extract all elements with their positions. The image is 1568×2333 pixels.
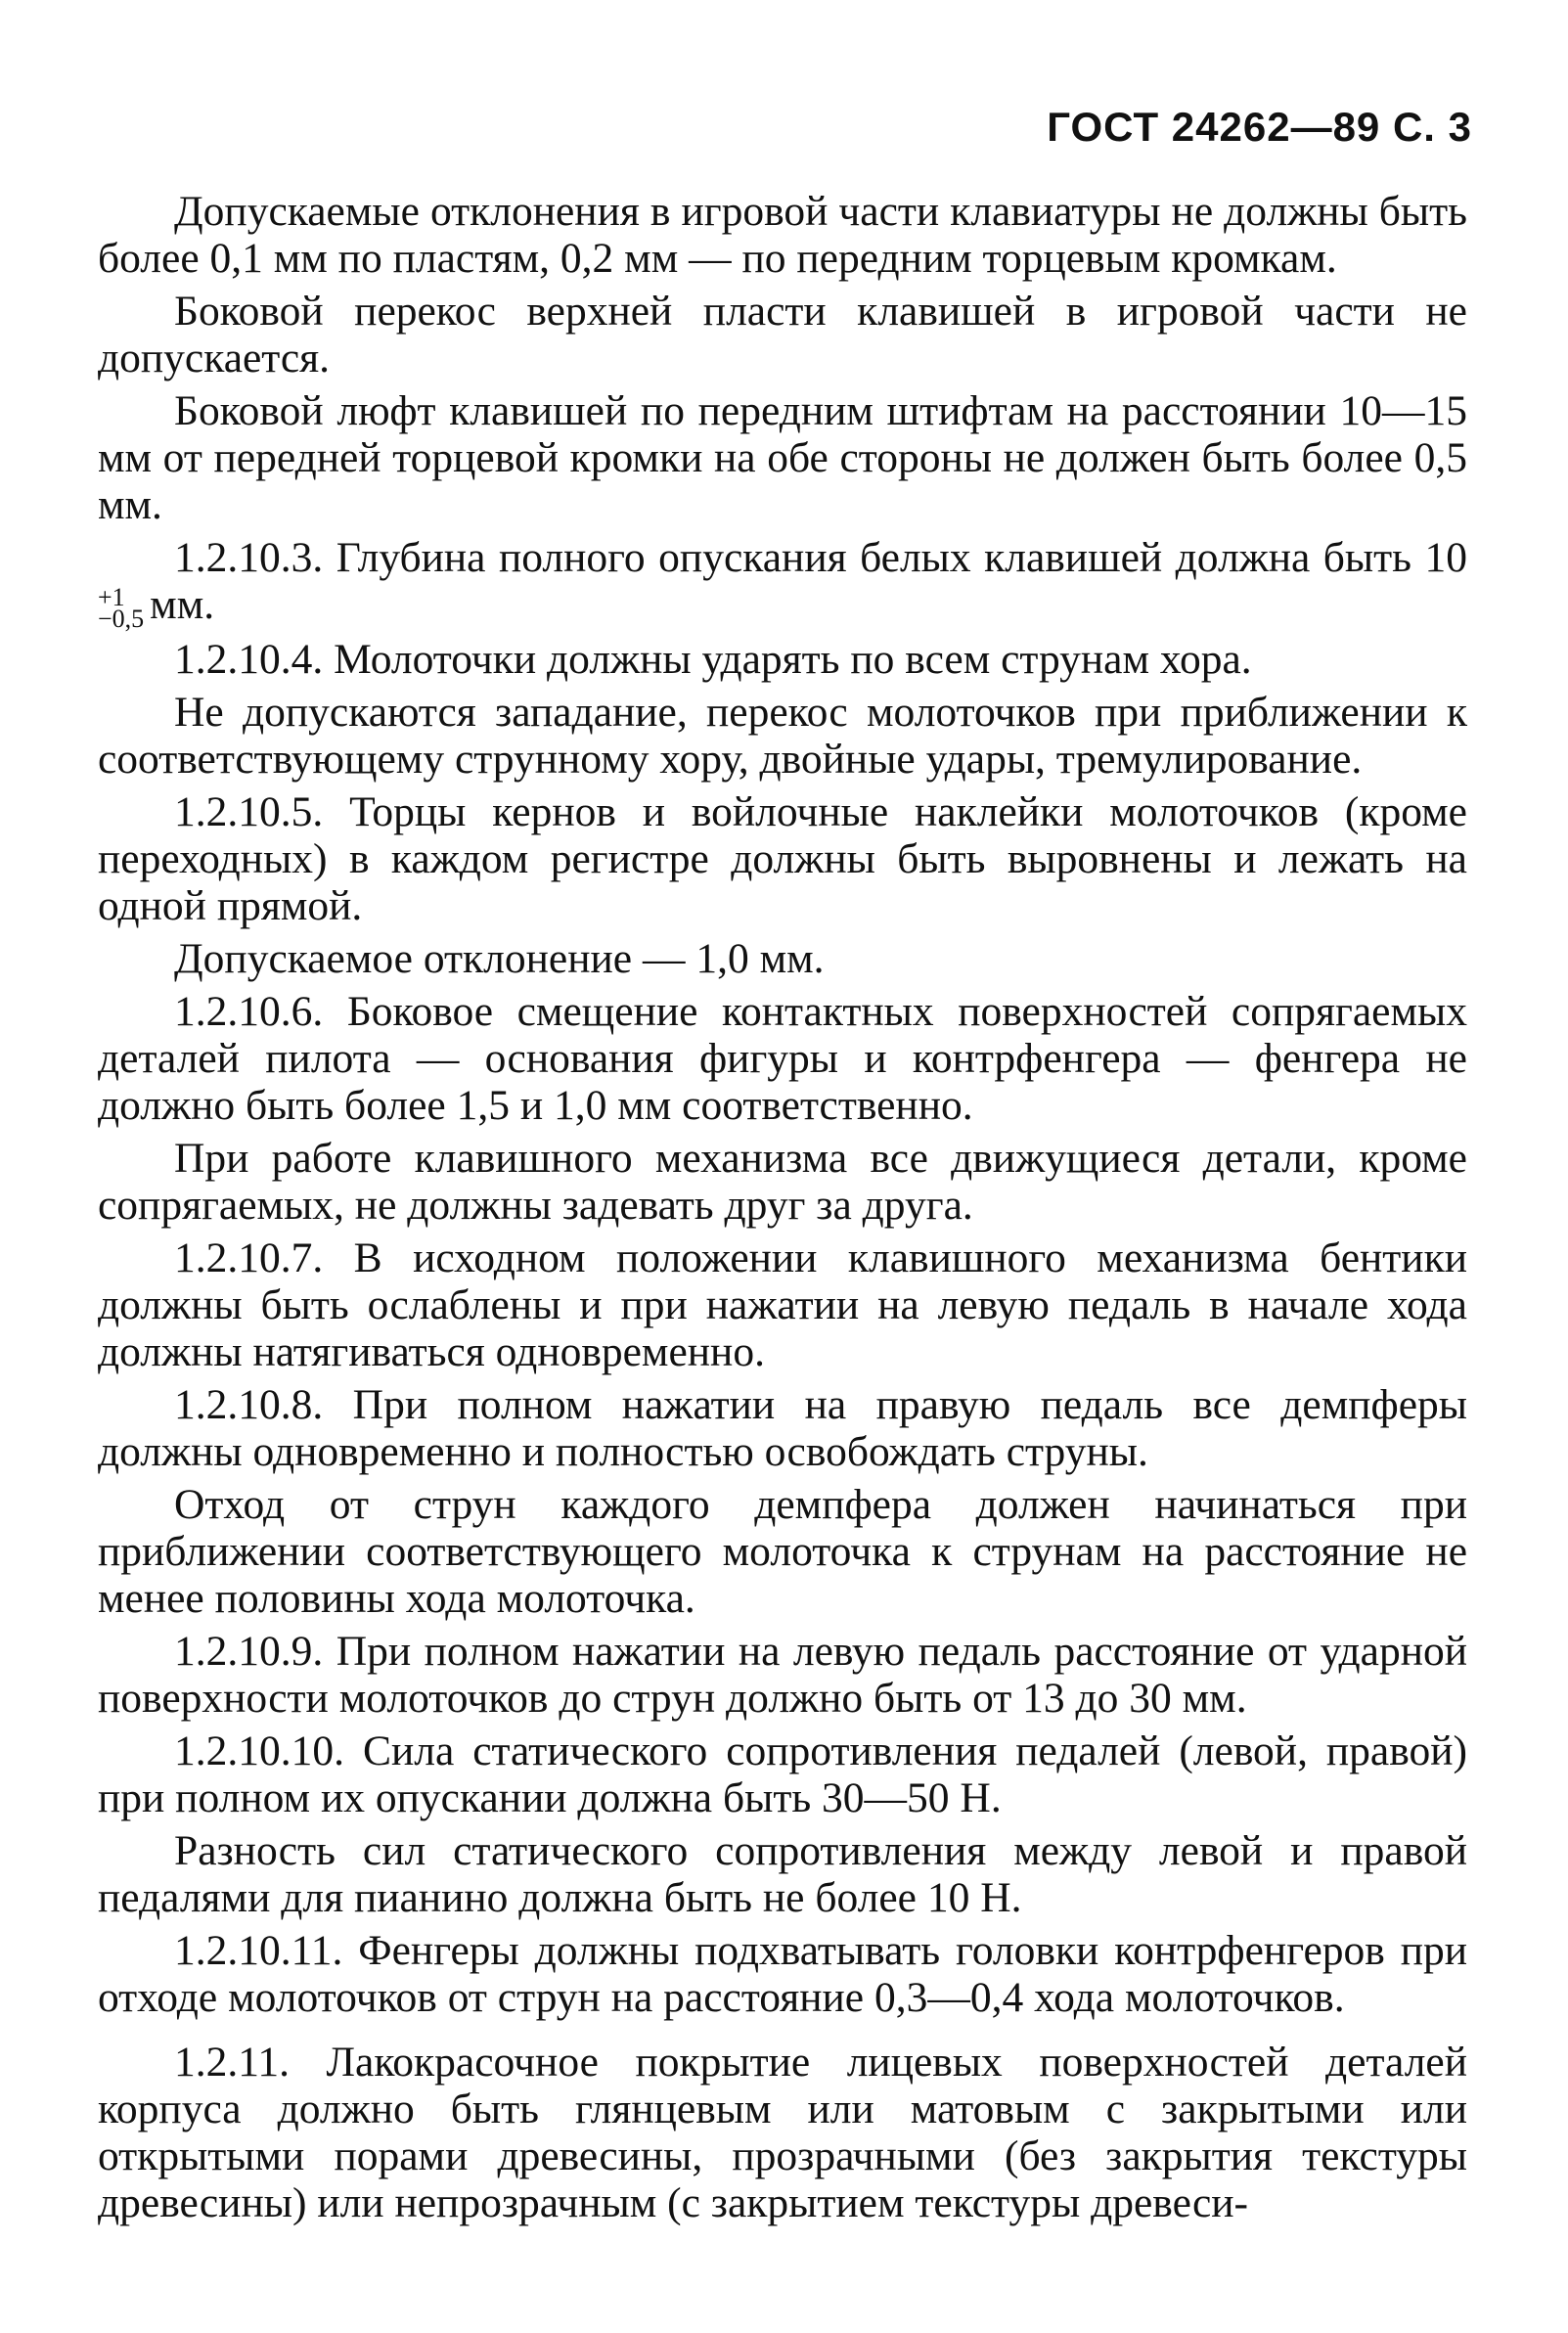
paragraph: 1.2.10.10. Сила статического сопротивления педалей (левой, правой) при полном их опускании должна быть 30—50 Н. [98, 1727, 1467, 1822]
tolerance-upper: +1 [98, 583, 125, 612]
paragraph: Отход от струн каждого демпфера должен начинаться при приближении соответствующего молоточка к струнам на расстояние не менее половины хода молоточка. [98, 1481, 1467, 1623]
paragraph: 1.2.10.5. Торцы кернов и войлочные наклейки молоточков (кроме переходных) в каждом регистре должны быть выровнены и лежать на одной прямой. [98, 788, 1467, 930]
document-body [98, 188, 1467, 2232]
paragraph: 1.2.10.4. Молоточки должны ударять по всем струнам хора. [174, 636, 1252, 684]
paragraph: 1.2.11. Лакокрасочное покрытие лицевых поверхностей деталей корпуса должно быть глянцевым или матовым с закрытыми или открытыми порами древесины, прозрачными (без закрытия текстуры древесины) или непрозрачным (с закрытием текстуры древеси- [98, 2039, 1467, 2227]
tolerance-lower: −0,5 [98, 605, 145, 634]
paragraph-text: 1.2.10.3. Глубина полного опускания белых клавишей должна быть 10 [174, 534, 1467, 581]
paragraph-with-tolerance [98, 534, 1467, 634]
page-header: ГОСТ 24262—89 С. 3 [1047, 104, 1472, 150]
paragraph: Боковой перекос верхней пласти клавишей в игровой части не допускается. [98, 288, 1467, 381]
tolerance [98, 583, 145, 634]
paragraph: 1.2.10.8. При полном нажатии на правую педаль все демпферы должны одновременно и полностью освобождать струны. [98, 1381, 1467, 1476]
paragraph: Не допускаются западание, перекос молоточков при приближении к соответствующему струнному хору, двойные удары, тремулирование. [98, 689, 1467, 784]
paragraph: Разность сил статического сопротивления между левой и правой педалями для пианино должна быть не более 10 Н. [98, 1827, 1467, 1922]
paragraph: 1.2.10.9. При полном нажатии на левую педаль расстояние от ударной поверхности молоточков до струн должно быть от 13 до 30 мм. [98, 1628, 1467, 1723]
paragraph: Боковой люфт клавишей по передним штифтам на расстоянии 10—15 мм от передней торцевой кромки на обе стороны не должен быть более 0,5 мм. [98, 387, 1467, 528]
paragraph: 1.2.10.11. Фенгеры должны подхватывать головки контрфенгеров при отходе молоточков от струн на расстояние 0,3—0,4 хода молоточков. [98, 1927, 1467, 2022]
paragraph-text: мм. [150, 581, 215, 628]
paragraph: При работе клавишного механизма все движущиеся детали, кроме сопрягаемых, не должны задевать друг за друга. [98, 1135, 1467, 1230]
paragraph: 1.2.10.6. Боковое смещение контактных поверхностей сопрягаемых деталей пилота — основания фигуры и контрфенгера — фенгера не должно быть более 1,5 и 1,0 мм соответственно. [98, 988, 1467, 1130]
paragraph: Допускаемые отклонения в игровой части клавиатуры не должны быть более 0,1 мм по пластям, 0,2 мм — по передним торцевым кромкам. [98, 188, 1467, 282]
paragraph: Допускаемое отклонение — 1,0 мм. [174, 935, 825, 983]
paragraph: 1.2.10.7. В исходном положении клавишного механизма бентики должны быть ослаблены и при нажатии на левую педаль в начале хода должны натягиваться одновременно. [98, 1234, 1467, 1376]
